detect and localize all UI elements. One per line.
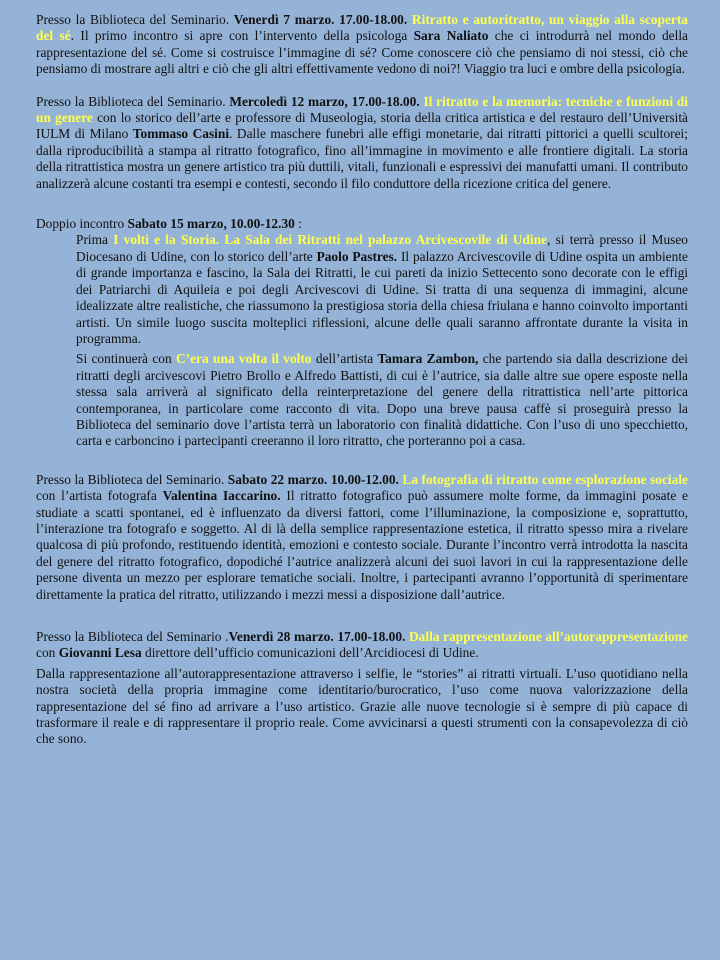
event-speaker: Giovanni Lesa <box>58 645 142 661</box>
event-7-marzo: Presso la Biblioteca del Seminario. Venerdì 7 marzo. 17.00-18.00. Ritratto e autoritratto, un viaggio alla scoperta del sé. Il primo incontro si apre con l’intervento della psicologa Sara Naliato che ci introdurrà nel mondo della rappresentazione del sé. Come si costruisce l’immagine di sé? Come conoscere ciò che pensiamo di noi stessi, ciò che pensiamo di mostrare agli altri e ciò che gli altri effettivamente vedono di noi?! Viaggio tra luci e ombre della psicologia. <box>36 12 689 77</box>
event-description: che partendo sia dalla descrizione dei ritratti degli arcivescovi Pietro Brollo e Alfredo Battisti, di cui è l’autrice, sia dalle altre sue opere esposte nella stessa sala arriverà al significato della reinterpretazione del genere della ritrattistica nell’arte pittorica contemporanea, in particolare come racconto di vita. Dopo una breve pausa caffè si proseguirà presso la Biblioteca del seminario dove l’artista terrà un laboratorio con finalità didattiche. Con l’uso di uno specchietto, carta e carboncino i partecipanti creeranno il loro ritratto, che porteranno poi a casa. <box>76 351 689 449</box>
event-title: Dalla rappresentazione all’autorappresentazione <box>409 629 688 644</box>
event-date: Venerdì 7 marzo. 17.00-18.00. <box>233 12 408 27</box>
event-speaker: Tamara Zambon, <box>377 351 479 367</box>
event-date: Sabato 15 marzo, 10.00-12.30 <box>127 216 295 232</box>
event-title: I volti e la Storia. La Sala dei Ritratti nel palazzo Arcivescovile di Udine <box>113 232 548 248</box>
event-date: Sabato 22 marzo. 10.00-12.00. <box>227 471 399 487</box>
event-speaker: Valentina Iaccarino. <box>162 488 281 504</box>
event-title: Il ritratto e la memoria: tecniche e funzioni di un genere <box>36 93 688 126</box>
event-22-marzo: Presso la Biblioteca del Seminario. Sabato 22 marzo. 10.00-12.00. La fotografia di ritratto come esplorazione sociale con l’artista fotografa Valentina Iaccarino. Il ritratto fotografico può assumere molte forme, da immagini posate e studiate a scatti spontanei, ed è influenzato da diversi fattori, come l’illuminazione, la composizione e, soprattutto, l’interazione tra fotografo e soggetto. Al di là della semplice rappresentazione estetica, il ritratto spesso mira a rivelare qualcosa di più profondo, restituendo identità, emozioni e contesto sociale. Durante l’incontro verrà introdotta la nascita del genere del ritratto fotografico, dopodiché l’autrice analizzerà alcuni dei suoi lavori in cui la rappresentazione delle persone diventa un mezzo per esplorare tematiche sociali. Inoltre, i partecipanti avranno l’opportunità di sperimentare direttamente la pratica del ritratto, utilizzando i mezzi messi a disposizione dall’autrice. <box>36 471 688 602</box>
event-title: La fotografia di ritratto come esplorazione sociale <box>402 471 688 487</box>
event-28-marzo-description: Dalla rappresentazione all’autorappresentazione attraverso i selfie, le “stories” ai ritratti virtuali. L’uso quotidiano nella nostra società della propria immagine come identitario/burocratico, l’uso come nuova valorizzazione della rappresentazione del sé fino ad arrivare a l’uso artistico. Grazie alle nuove tecnologie si è sempre di più capace di trasformare il reale e di rappresentare il proprio reale. Come avvicinarsi a questi strumenti con la consapevolezza di ciò che sono. <box>36 665 688 747</box>
event-description: Il ritratto fotografico può assumere molte forme, da immagini posate e studiate a scatti spontanei, ed è influenzato da diversi fattori, come l’illuminazione, la composizione e, soprattutto, l’interazione tra fotografo e soggetto. Al di là della semplice rappresentazione estetica, il ritratto spesso mira a rivelare qualcosa di più profondo, restituendo identità, emozioni e contesto sociale. Durante l’incontro verrà introdotta la nascita del genere del ritratto fotografico, dopodiché l’autrice analizzerà alcuni dei suoi lavori in cui la rappresentazione delle persone diventa un mezzo per esplorare tematiche sociali. Inoltre, i partecipanti avranno l’opportunità di sperimentare direttamente la pratica del ritratto, utilizzando i mezzi messi a disposizione dall’autrice. <box>36 488 688 602</box>
event-title: Ritratto e autoritratto, un viaggio alla scoperta del sé <box>36 12 689 44</box>
event-description: . Dalle maschere funebri alle effigi monetarie, dai ritratti pittorici a quelli scultorei; dalla riproducibilità a stampa al ritratto fotografico, fino all’immagine in movimento e alle frontiere digitali. La storia della ritrattistica mostra un genere artistico tra più duttili, vitali, funzionali e espressivi dei manufatti umani. Il contributo analizzerà alcune costanti tra esempi e contesti, secondo il filo conduttore della ricezione critica del genere. <box>36 126 688 191</box>
event-description: che ci introdurrà nel mondo della rappresentazione del sé. Come si costruisce l’immagine di sé? Come conoscere ciò che pensiamo di noi stessi, ciò che pensiamo di mostrare agli altri e ciò che gli altri effettivamente vedono di noi?! Viaggio tra luci e ombre della psicologia. <box>36 28 688 77</box>
event-date: Mercoledì 12 marzo, 17.00-18.00. <box>229 93 420 109</box>
event-description: Il palazzo Arcivescovile di Udine ospita un ambiente di grande importanza e fascino, la Sala dei Ritratti, le cui pareti da inizio Settecento sono decorate con le effigi dei Patriarchi di Aquileia e poi degli Arcivescovi di Udine. Si tratta di una sequenza di immagini, alcune idealizzate altre realistiche, che riassumono la prestigiosa storia della chiesa friulana e hanno coinvolto importanti artisti. Un simile luogo suscita molteplici riflessioni, alcune delle quali saranno affrontate durante la visita in programma. <box>76 248 688 346</box>
double-event-part-2: Si continuerà con C’era una volta il volto dell’artista Tamara Zambon, che partendo sia dalla descrizione dei ritratti degli arcivescovi Pietro Brollo e Alfredo Battisti, di cui è l’autrice, sia dalle altre sue opere esposte nella stessa sala arriverà al significato della reinterpretazione del genere della ritrattistica nell’arte pittorica contemporanea, in particolare come racconto di vita. Dopo una breve pausa caffè si proseguirà presso la Biblioteca del seminario dove l’artista terrà un laboratorio con finalità didattiche. Con l’uso di uno specchietto, carta e carboncino i partecipanti creeranno il loro ritratto, che porteranno poi a casa. <box>76 351 689 449</box>
double-event-heading: Doppio incontro Sabato 15 marzo, 10.00-12.30 : <box>36 216 302 232</box>
double-event-part-1: Prima I volti e la Storia. La Sala dei Ritratti nel palazzo Arcivescovile di Udine, si terrà presso il Museo Diocesano di Udine, con lo storico dell’arte Paolo Pastres. Il palazzo Arcivescovile di Udine ospita un ambiente di grande importanza e fascino, la Sala dei Ritratti, le cui pareti da inizio Settecento sono decorate con le effigi dei Patriarchi di Aquileia e poi degli Arcivescovi di Udine. Si tratta di una sequenza di immagini, alcune idealizzate altre realistiche, che riassumono la prestigiosa storia della chiesa friulana e hanno coinvolto importanti artisti. Un simile luogo suscita molteplici riflessioni, alcune delle quali saranno affrontate durante la visita in programma. <box>76 232 688 346</box>
event-location: Presso la Biblioteca del Seminario. <box>36 471 228 487</box>
event-location: Presso la Biblioteca del Seminario. <box>36 93 230 109</box>
event-speaker: Paolo Pastres. <box>316 248 398 264</box>
double-event-body <box>36 232 688 449</box>
event-title: C’era una volta il volto <box>175 351 312 367</box>
event-location: Presso la Biblioteca del Seminario. <box>36 12 234 27</box>
event-28-marzo: Presso la Biblioteca del Seminario .Venerdì 28 marzo. 17.00-18.00. Dalla rappresentazione all’autorappresentazione con Giovanni Lesa direttore dell’ufficio comunicazioni dell’Arcidiocesi di Udine. <box>36 629 688 661</box>
event-12-marzo: Presso la Biblioteca del Seminario. Mercoledì 12 marzo, 17.00-18.00. Il ritratto e la memoria: tecniche e funzioni di un genere con lo storico dell’arte e professore di Museologia, storia della critica artistica e del restauro dell’Università IULM di Milano Tommaso Casini. Dalle maschere funebri alle effigi monetarie, dai ritratti pittorici a quelli scultorei; dalla riproducibilità a stampa al ritratto fotografico, fino all’immagine in movimento e alle frontiere digitali. La storia della ritrattistica mostra un genere artistico tra più duttili, vitali, funzionali e espressivi dei manufatti umani. Il contributo analizzerà alcune costanti tra esempi e contesti, secondo il filo conduttore della ricezione critica del genere. <box>36 93 688 191</box>
event-location: Presso la Biblioteca del Seminario . <box>36 629 229 644</box>
event-speaker: Sara Naliato <box>413 28 489 44</box>
event-speaker: Tommaso Casini <box>132 126 230 142</box>
event-date: Venerdì 28 marzo. 17.00-18.00. <box>228 629 406 644</box>
